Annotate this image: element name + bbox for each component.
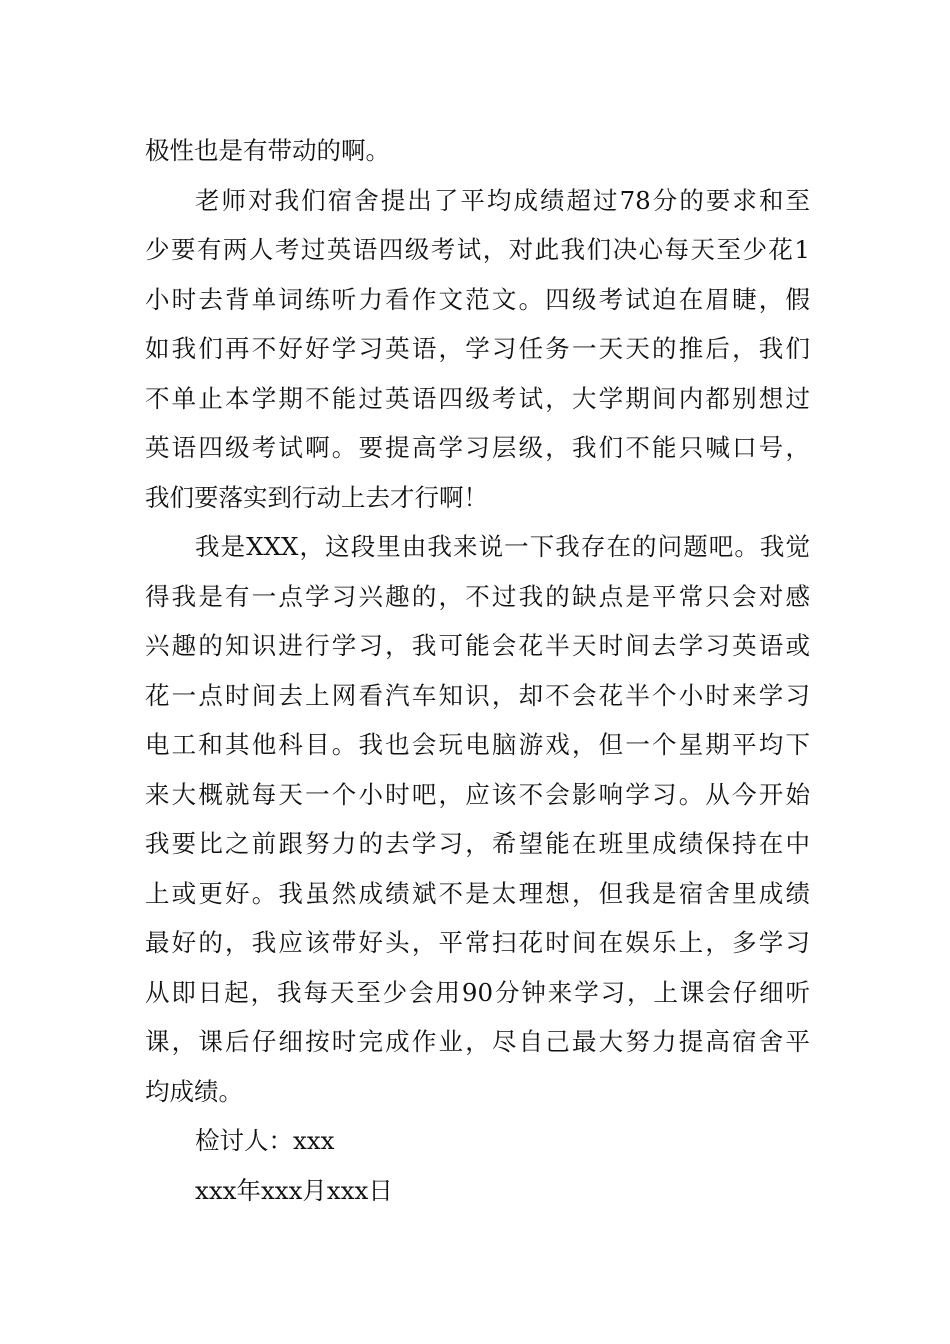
text-line: 来大概就每天一个小时吧，应该不会影响学习。从今开始 — [145, 779, 810, 809]
text-line: 最好的，我应该带好头，平常扫花时间在娱乐上，多学习 — [145, 928, 810, 957]
document-body — [145, 126, 810, 1215]
text-line: 我们要落实到行动上去才行啊！ — [145, 482, 488, 512]
text-line: 极性也是有带动的啊。 — [145, 136, 390, 165]
text-line: 少要有两人考过英语四级考试，对此我们决心每天至少花1 — [145, 235, 810, 264]
text-line: 均成绩。 — [145, 1076, 243, 1106]
text-line: 得我是有一点学习兴趣的，不过我的缺点是平常只会对感 — [145, 581, 810, 611]
text-line: 英语四级考试啊。要提高学习层级，我们不能只喊口号， — [145, 433, 810, 462]
date: xxx年xxx月xxx日 — [195, 1175, 393, 1205]
text-line: 兴趣的知识进行学习，我可能会花半天时间去学习英语或 — [145, 631, 810, 660]
text-line: 我要比之前跟努力的去学习，希望能在班里成绩保持在中 — [145, 829, 810, 858]
text-line: 上或更好。我虽然成绩斌不是太理想，但我是宿舍里成绩 — [145, 878, 810, 908]
text-line: 小时去背单词练听力看作文范文。四级考试迫在眉睫，假 — [145, 284, 810, 314]
text-line: 我是XXX，这段里由我来说一下我存在的问题吧。我觉 — [195, 532, 810, 561]
text-line: 从即日起，我每天至少会用90分钟来学习，上课会仔细听 — [145, 977, 810, 1007]
text-line: 电工和其他科目。我也会玩电脑游戏，但一个星期平均下 — [145, 730, 810, 759]
text-line: 课，课后仔细按时完成作业，尽自己最大努力提高宿舍平 — [145, 1027, 810, 1056]
text-line: 如我们再不好好学习英语，学习任务一天天的推后，我们 — [145, 334, 810, 363]
signature: 检讨人：xxx — [195, 1126, 335, 1155]
text-line: 不单止本学期不能过英语四级考试，大学期间内都别想过 — [145, 383, 810, 413]
text-line: 老师对我们宿舍提出了平均成绩超过78分的要求和至 — [195, 185, 810, 215]
text-line: 花一点时间去上网看汽车知识，却不会花半个小时来学习 — [145, 680, 810, 710]
